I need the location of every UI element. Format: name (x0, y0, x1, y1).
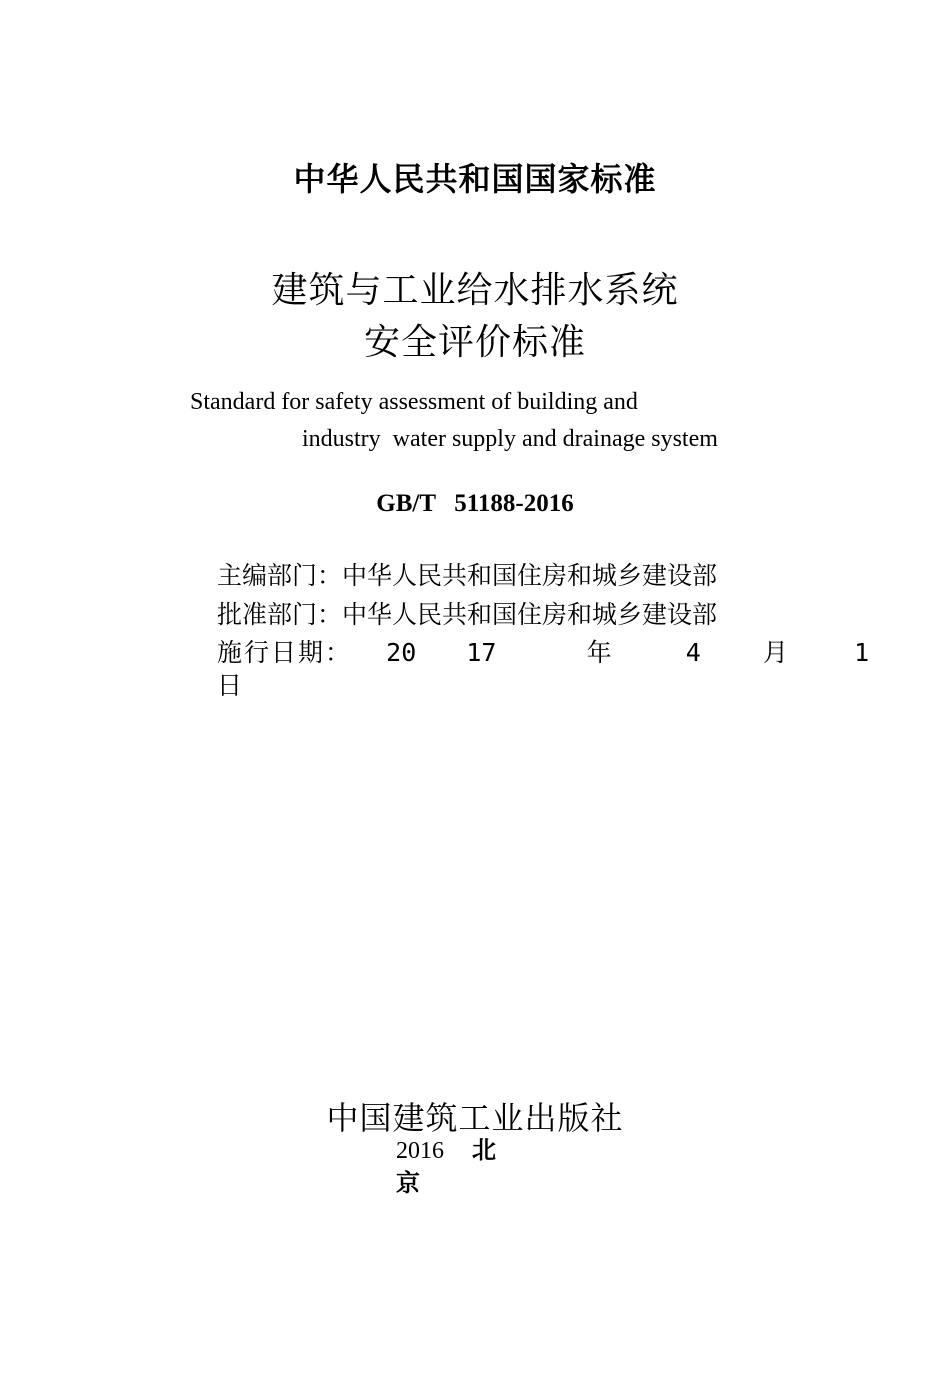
effective-day: 1 (854, 638, 870, 667)
standard-code-prefix: GB/T (376, 490, 436, 517)
effective-year-part-b: 17 (466, 638, 497, 667)
editor-department (217, 556, 717, 592)
approver-department (217, 595, 717, 631)
effective-year-part-a: 20 (386, 638, 417, 667)
editor-label: 主编部门： (217, 561, 343, 590)
effective-date-label: 施行日期： (217, 638, 353, 667)
publication-year-city (396, 1130, 496, 1165)
approver-value: 中华人民共和国住房和城乡建设部 (342, 600, 718, 629)
effective-day-unit: 日 (217, 671, 243, 700)
effective-date (217, 633, 869, 669)
document-title-line-1: 建筑与工业给水排水系统 (271, 270, 679, 311)
publication-city-part-2: 京 (396, 1169, 420, 1197)
standard-code (0, 490, 950, 518)
standard-code-number: 51188-2016 (454, 490, 574, 517)
publication-city-part-1: 北 (472, 1136, 496, 1164)
editor-value: 中华人民共和国住房和城乡建设部 (342, 561, 718, 590)
document-title-line-2: 安全评价标准 (363, 322, 586, 363)
standard-type-heading: 中华人民共和国国家标准 (293, 160, 657, 198)
approver-label: 批准部门： (217, 600, 343, 629)
publication-year: 2016 (396, 1138, 444, 1164)
effective-month: 4 (685, 638, 701, 667)
effective-year-unit: 年 (586, 638, 612, 667)
effective-month-unit: 月 (762, 638, 788, 667)
english-title-line-1: Standard for safety assessment of building and (190, 389, 638, 415)
english-title-line-2: industry water supply and drainage system (302, 426, 718, 452)
publisher-name: 中国建筑工业出版社 (326, 1099, 624, 1137)
